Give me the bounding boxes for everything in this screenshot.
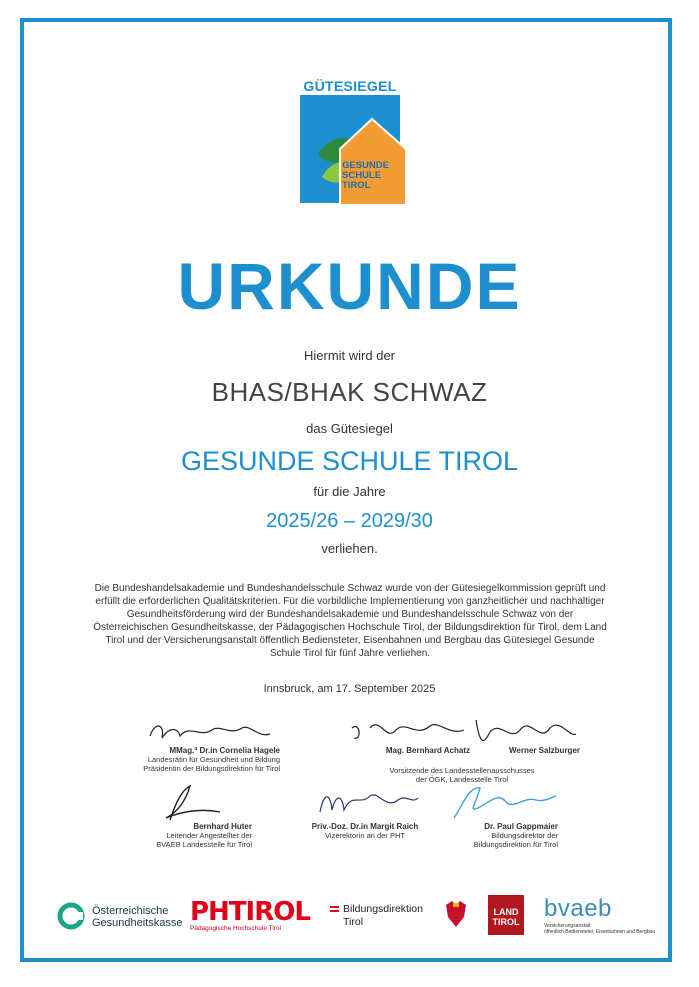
certificate-heading: URKUNDE <box>177 249 522 323</box>
place-date: Innsbruck, am 17. September 2025 <box>263 683 436 695</box>
logo-house-text <box>342 161 402 191</box>
signatory-name: Priv.-Doz. Dr.in Margit Raich <box>311 822 419 831</box>
signatory-role: Leitender Angestellter der <box>166 831 252 840</box>
bildungsdirektion-logo <box>330 903 423 929</box>
intro-line: Hiermit wird der <box>303 348 395 363</box>
logo-line-gesunde: GESUNDE <box>342 160 389 171</box>
signature-icon <box>340 716 470 746</box>
signatory-role: Bildungsdirektion für Tirol <box>473 840 558 849</box>
signature-icon <box>290 782 440 822</box>
ogk-line: Österreichische <box>92 905 169 917</box>
signatory-role: Bildungsdirektor der <box>491 831 558 840</box>
school-name: BHAS/BHAK SCHWAZ <box>211 377 488 407</box>
signatory-name: Mag. Bernhard Achatz <box>385 746 470 755</box>
land-tirol-line: LAND <box>493 907 519 917</box>
signature-block-raich <box>290 782 440 840</box>
logo-line-schule: SCHULE <box>342 170 382 181</box>
logo-line-tirol: TIROL <box>342 180 371 191</box>
guetesiegel-logo <box>300 78 406 218</box>
bvaeb-logo-text: bvaeb <box>544 895 612 922</box>
signature-block-huter <box>100 782 252 849</box>
certificate-paragraph: Die Bundeshandelsakademie und Bundeshandelsschule Schwaz wurde von der Gütesiegelkommission geprüft und erfüllt die erforderlichen Qualitätskriterien. Für die vorbildliche Implementierung von ganzheitlicher und nachhaltiger Gesundheitsförderung wird der Bundeshandelsakademie und Bundeshandelsschule Schwaz von der Österreichischen Gesundheitskasse, der Pädagogischen Hochschule Tirol, der Bildungsdirektion für Tirol, dem Land Tirol und der Versicherungsanstalt öffentlich Bediensteter, Eisenbahnen und Bergbau das Gütesiegel Gesunde Schule Tirol für fünf Jahre verliehen. <box>93 583 607 659</box>
signatory-role: Vorsitzende des Landesstellenausschusses <box>389 766 535 775</box>
bd-line: Tirol <box>343 916 364 928</box>
signatory-name: Bernhard Huter <box>193 822 252 831</box>
signature-block-hagele <box>120 716 280 773</box>
signature-icon <box>120 716 280 746</box>
signatory-name: Werner Salzburger <box>509 746 580 755</box>
ogk-line: Gesundheitskasse <box>92 917 183 929</box>
pht-subtitle: Pädagogische Hochschule Tirol <box>190 925 282 932</box>
seal-intro-line: das Gütesiegel <box>306 421 393 436</box>
tirol-eagle-icon <box>444 899 468 929</box>
signature-icon <box>100 782 252 822</box>
signature-block-achatz <box>340 716 470 755</box>
signature-block-gappmaier <box>440 782 558 849</box>
bd-line: Bildungsdirektion <box>343 903 423 915</box>
signatory-name: MMag.ª Dr.in Cornelia Hagele <box>169 746 280 755</box>
ogk-logo-icon <box>56 901 86 931</box>
seal-name: GESUNDE SCHULE TIROL <box>180 446 519 476</box>
award-years: 2025/26 – 2029/30 <box>266 510 433 532</box>
ogk-logo-text <box>92 905 183 929</box>
pht-logo <box>190 897 310 932</box>
land-tirol-line: TIROL <box>492 917 520 927</box>
pht-logo-text: PHTIROL <box>190 897 310 927</box>
signatory-role: Vizerektorin an der PHT <box>325 831 405 840</box>
bvaeb-subtitle: Versicherungsanstalt <box>544 923 591 929</box>
signatory-role: der ÖGK, Landesstelle Tirol <box>415 775 509 784</box>
signatory-name: Dr. Paul Gappmaier <box>484 822 558 831</box>
signatory-role: Landesrätin für Gesundheit und Bildung <box>147 755 280 764</box>
signature-block-salzburger <box>470 716 580 755</box>
signature-icon <box>470 716 580 746</box>
years-intro-line: für die Jahre <box>313 484 386 499</box>
signatory-role: BVAEB Landesstelle für Tirol <box>156 840 252 849</box>
austrian-flag-icon <box>330 906 339 912</box>
bvaeb-logo <box>544 895 655 935</box>
awarded-line: verliehen. <box>321 541 378 556</box>
partner-logos <box>40 895 660 945</box>
bvaeb-subtitle: öffentlich Bediensteter, Eisenbahnen und Bergbau <box>544 929 656 935</box>
logo-title: GÜTESIEGEL <box>303 78 397 94</box>
land-tirol-logo <box>488 895 524 935</box>
signatory-role: Präsidentin der Bildungsdirektion für Tirol <box>143 764 280 773</box>
signature-icon <box>440 782 558 822</box>
